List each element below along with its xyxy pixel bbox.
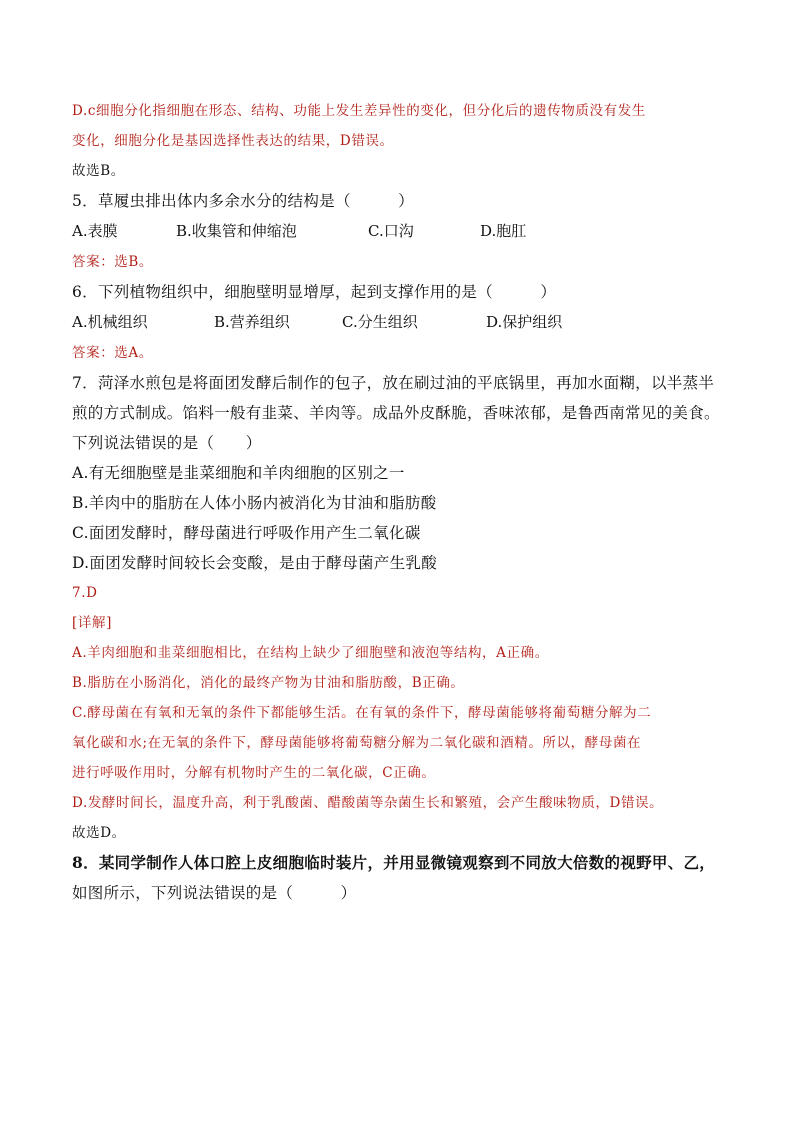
q4-conclusion: 故选B。 (72, 163, 125, 179)
q6-options (72, 307, 732, 338)
q7-explain-c-1: C.酵母菌在有氧和无氧的条件下都能够生活。在有氧的条件下，酵母菌能够将葡萄糖分解为二 (72, 705, 652, 721)
q7-answer: 7.D (72, 585, 98, 601)
q6-option-c: C.分生组织 (342, 313, 418, 331)
q6-option-b: B.营养组织 (214, 313, 290, 331)
q6-option-a: A.机械组织 (72, 313, 148, 331)
q7-explain-c-2: 氧化碳和水;在无氧的条件下，酵母菌能够将葡萄糖分解为二氧化碳和酒精。所以，酵母菌在 (72, 735, 642, 751)
q5-answer: 答案：选B。 (72, 254, 154, 270)
d-explanation-line-2: 变化，细胞分化是基因选择性表达的结果，D错误。 (72, 133, 394, 149)
q7-explain-c-3: 进行呼吸作用时，分解有机物时产生的二氧化碳，C正确。 (72, 765, 436, 781)
document-page (72, 96, 732, 908)
q7-explain-d: D.发酵时间长，温度升高，利于乳酸菌、醋酸菌等杂菌生长和繁殖，会产生酸味物质，D错误。 (72, 795, 664, 811)
q7-option-d: D.面团发酵时间较长会变酸，是由于酵母菌产生乳酸 (72, 554, 438, 572)
q5-stem: 5．草履虫排出体内多余水分的结构是（ ） (72, 192, 414, 210)
q5-option-b: B.收集管和伸缩泡 (176, 222, 297, 240)
q7-conclusion: 故选D。 (72, 825, 126, 841)
q7-stem-2: 煎的方式制成。馅料一般有韭菜、羊肉等。成品外皮酥脆，香味浓郁，是鲁西南常见的美食。 (72, 404, 720, 422)
d-explanation-line-1: D.c细胞分化指细胞在形态、结构、功能上发生差异性的变化，但分化后的遗传物质没有发生 (72, 103, 646, 119)
q8-stem-1 (72, 848, 732, 878)
q7-option-b: B.羊肉中的脂肪在人体小肠内被消化为甘油和脂肪酸 (72, 494, 437, 512)
q8-stem-2: 如图所示，下列说法错误的是（ ） (72, 884, 357, 902)
q6-option-d: D.保护组织 (486, 313, 563, 331)
q7-explain-b: B.脂肪在小肠消化，消化的最终产物为甘油和脂肪酸，B正确。 (72, 675, 465, 691)
q7-stem-1: 7．菏泽水煎包是将面团发酵后制作的包子，放在刷过油的平底锅里，再加水面糊，以半蒸半 (72, 374, 715, 392)
q5-options (72, 216, 732, 247)
q7-option-c: C.面团发酵时，酵母菌进行呼吸作用产生二氧化碳 (72, 524, 421, 542)
q7-detail-label: [详解] (72, 615, 112, 631)
q8-stem-text: 8．某同学制作人体口腔上皮细胞临时装片，并用显微镜观察到不同放大倍数的视野甲、乙， (72, 853, 716, 872)
q7-option-a: A.有无细胞壁是韭菜细胞和羊肉细胞的区别之一 (72, 464, 405, 482)
q6-stem: 6．下列植物组织中，细胞壁明显增厚，起到支撑作用的是（ ） (72, 283, 557, 301)
q5-option-a: A.表膜 (72, 222, 118, 240)
q5-option-d: D.胞肛 (480, 222, 527, 240)
q7-explain-a: A.羊肉细胞和韭菜细胞相比，在结构上缺少了细胞壁和液泡等结构，A正确。 (72, 645, 549, 661)
q5-option-c: C.口沟 (368, 222, 414, 240)
q7-stem-3: 下列说法错误的是（ ） (72, 434, 262, 452)
q6-answer: 答案：选A。 (72, 345, 153, 361)
